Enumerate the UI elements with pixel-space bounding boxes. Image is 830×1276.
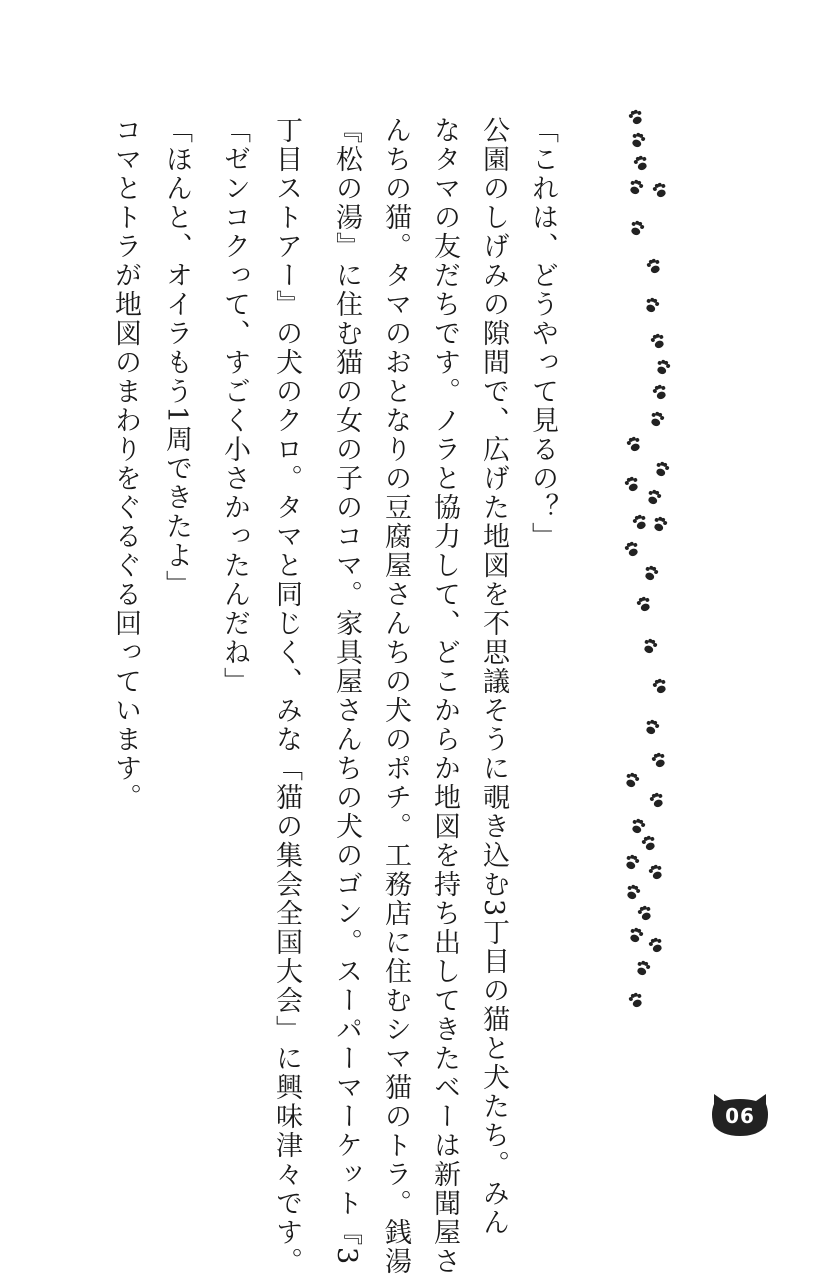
paw-print-icon xyxy=(648,410,665,428)
paw-print-icon xyxy=(636,595,653,613)
text-column-8: 「ほんと、オイラもう1周できたよ」 xyxy=(161,116,192,600)
paw-print-icon xyxy=(624,475,641,493)
paw-print-icon xyxy=(624,883,641,901)
paw-print-icon xyxy=(628,108,645,126)
paw-print-icon xyxy=(646,257,663,275)
paw-print-icon xyxy=(628,991,645,1009)
page-number: 06 xyxy=(725,1104,755,1128)
paw-print-icon xyxy=(628,219,645,237)
text-column-3: なタマの友だちです。ノラと協力して、どこからか地図を持ち出してきたベーは新聞屋さ xyxy=(429,116,460,1276)
paw-print-icon xyxy=(643,718,660,736)
paw-print-icon xyxy=(626,435,643,453)
paw-print-icon xyxy=(641,637,658,655)
paw-print-icon xyxy=(637,904,654,922)
paw-print-icon xyxy=(627,178,644,196)
paw-print-icon xyxy=(651,751,668,769)
paw-print-icon xyxy=(650,332,667,350)
text-column-6: 丁目ストアー』の犬のクロ。タマと同じく、みな「猫の集会全国大会」に興味津々です。 xyxy=(271,116,302,1276)
paw-print-icon xyxy=(627,926,644,944)
page-number-badge xyxy=(708,1092,772,1138)
paw-print-icon xyxy=(629,817,646,835)
paw-print-icon xyxy=(654,358,671,376)
paw-print-icon xyxy=(642,564,659,582)
paw-print-icon xyxy=(652,181,669,199)
paw-print-icon xyxy=(634,959,651,977)
paw-print-icon xyxy=(653,460,670,478)
paw-print-icon xyxy=(623,771,640,789)
paw-print-icon xyxy=(624,540,641,558)
paw-print-icon xyxy=(648,936,665,954)
text-column-5: 『松の湯』に住む猫の女の子のコマ。家具屋さんちの犬のゴン。スーパーマーケット『3 xyxy=(331,116,362,1267)
paw-print-icon xyxy=(623,853,640,871)
paw-print-icon xyxy=(632,513,649,531)
paw-print-icon xyxy=(652,677,669,695)
text-column-9: コマとトラが地図のまわりをぐるぐる回っています。 xyxy=(110,116,141,812)
text-column-4: んちの猫。タマのおとなりの豆腐屋さんちの犬のポチ。工務店に住むシマ猫のトラ。銭湯 xyxy=(380,116,411,1276)
paw-print-icon xyxy=(649,791,666,809)
text-column-1: 「これは、どうやって見るの？」 xyxy=(527,116,558,551)
paw-print-icon xyxy=(651,515,668,533)
text-column-7: 「ゼンコクって、すごく小さかったんだね」 xyxy=(219,116,250,696)
paw-print-icon xyxy=(652,383,669,401)
text-column-2: 公園のしげみの隙間で、広げた地図を不思議そうに覗き込む3丁目の猫と犬たち。みん xyxy=(478,116,509,1238)
paw-print-icon xyxy=(641,834,658,852)
paw-print-icon xyxy=(629,131,646,149)
paw-print-icon xyxy=(643,296,660,314)
paw-print-icon xyxy=(648,863,665,881)
paw-print-icon xyxy=(645,488,662,506)
paw-print-icon xyxy=(633,154,650,172)
